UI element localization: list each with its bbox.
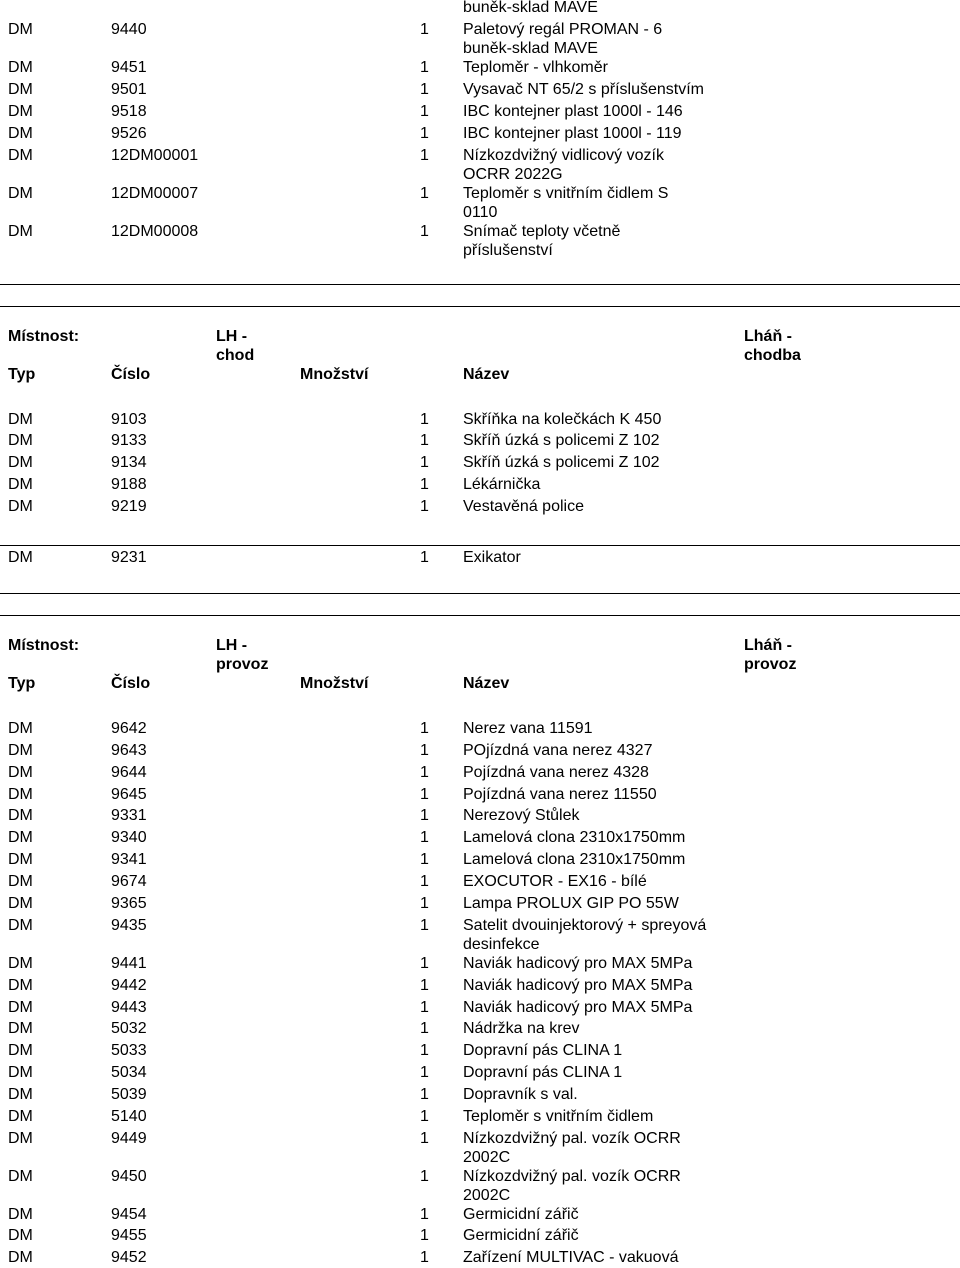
item-number: 12DM00007 (111, 185, 199, 202)
item-quantity: 1 (420, 81, 429, 98)
item-name: Teploměr s vnitřním čidlem (463, 1108, 654, 1125)
table-row (0, 1041, 960, 1061)
item-quantity: 1 (420, 1020, 429, 1037)
table-row (0, 741, 960, 761)
table-row (0, 1063, 960, 1083)
item-name: Skříň úzká s policemi Z 102 (463, 432, 660, 449)
item-name: POjízdná vana nerez 4327 (463, 742, 653, 759)
table-row (0, 548, 960, 568)
item-name: Exikator (463, 549, 521, 566)
item-name: Nerezový Stůlek (463, 807, 580, 824)
table-row (0, 102, 960, 122)
item-quantity: 1 (420, 851, 429, 868)
table-row (0, 976, 960, 996)
item-name: Snímač teploty včetně (463, 223, 621, 240)
item-number: 9231 (111, 549, 147, 566)
item-name: Zařízení MULTIVAC - vakuová (463, 1249, 679, 1266)
item-name: Dopravní pás CLINA 1 (463, 1042, 623, 1059)
item-number: 9644 (111, 764, 147, 781)
item-number: 9455 (111, 1227, 147, 1244)
item-number: 5039 (111, 1086, 147, 1103)
table-row (0, 0, 960, 18)
column-header-type: Typ (8, 366, 36, 383)
item-number: 9441 (111, 955, 147, 972)
item-quantity: 1 (420, 411, 429, 428)
item-type: DM (8, 977, 33, 994)
item-quantity: 1 (420, 549, 429, 566)
item-type: DM (8, 1168, 33, 1185)
column-header-name: Název (463, 366, 510, 383)
item-type: DM (8, 103, 33, 120)
table-row (0, 1205, 960, 1225)
item-name: Lampa PROLUX GIP PO 55W (463, 895, 679, 912)
section-divider (0, 284, 960, 285)
table-row (0, 1129, 960, 1149)
item-type: DM (8, 476, 33, 493)
item-number: 9501 (111, 81, 147, 98)
item-name: Skříňka na kolečkách K 450 (463, 411, 662, 428)
table-row (0, 916, 960, 936)
table-row (0, 785, 960, 805)
item-type: DM (8, 1064, 33, 1081)
item-quantity: 1 (420, 955, 429, 972)
column-header-name: Název (463, 675, 510, 692)
item-type: DM (8, 895, 33, 912)
item-name: Lamelová clona 2310x1750mm (463, 829, 686, 846)
item-name: Nízkozdvižný pal. vozík OCRR (463, 1168, 681, 1185)
room-code-value: chod (216, 347, 255, 364)
item-quantity: 1 (420, 873, 429, 890)
table-row (0, 998, 960, 1018)
item-quantity: 1 (420, 807, 429, 824)
item-number: 12DM00008 (111, 223, 199, 240)
item-type: DM (8, 411, 33, 428)
item-number: 9340 (111, 829, 147, 846)
item-name: Dopravník s val. (463, 1086, 578, 1103)
item-name: Naviák hadicový pro MAX 5MPa (463, 977, 693, 994)
section-divider (0, 593, 960, 594)
item-type: DM (8, 21, 33, 38)
item-type: DM (8, 851, 33, 868)
item-name: buněk-sklad MAVE (463, 40, 598, 57)
item-name: Pojízdná vana nerez 11550 (463, 786, 657, 803)
table-row (0, 80, 960, 100)
item-type: DM (8, 498, 33, 515)
table-row (0, 20, 960, 40)
item-name: 0110 (463, 204, 498, 221)
item-quantity: 1 (420, 1249, 429, 1266)
column-header-quantity: Množství (300, 675, 369, 692)
item-type: DM (8, 1206, 33, 1223)
item-name: Naviák hadicový pro MAX 5MPa (463, 999, 693, 1016)
item-quantity: 1 (420, 476, 429, 493)
item-number: 9643 (111, 742, 147, 759)
item-quantity: 1 (420, 829, 429, 846)
column-header-quantity: Množství (300, 366, 369, 383)
item-quantity: 1 (420, 147, 429, 164)
table-row (0, 497, 960, 517)
item-number: 9449 (111, 1130, 147, 1147)
column-header-number: Číslo (111, 675, 151, 692)
table-row (0, 954, 960, 974)
item-type: DM (8, 454, 33, 471)
item-type: DM (8, 786, 33, 803)
column-header-type: Typ (8, 675, 36, 692)
item-name: Vestavěná police (463, 498, 584, 515)
table-row (0, 1085, 960, 1105)
table-row (0, 453, 960, 473)
item-quantity: 1 (420, 59, 429, 76)
table-row (0, 58, 960, 78)
table-row (0, 241, 960, 261)
item-quantity: 1 (420, 1042, 429, 1059)
table-row (0, 1107, 960, 1127)
item-number: 9219 (111, 498, 147, 515)
item-name: Pojízdná vana nerez 4328 (463, 764, 649, 781)
item-quantity: 1 (420, 103, 429, 120)
item-name: OCRR 2022G (463, 166, 563, 183)
section-divider (0, 306, 960, 307)
item-name: Lékárnička (463, 476, 541, 493)
item-quantity: 1 (420, 786, 429, 803)
table-row (0, 763, 960, 783)
table-row (0, 475, 960, 495)
room-label: Místnost: (8, 328, 80, 345)
table-row (0, 410, 960, 430)
item-name: Lamelová clona 2310x1750mm (463, 851, 686, 868)
item-name: Dopravní pás CLINA 1 (463, 1064, 623, 1081)
item-quantity: 1 (420, 125, 429, 142)
item-quantity: 1 (420, 1064, 429, 1081)
item-number: 9440 (111, 21, 147, 38)
item-number: 9451 (111, 59, 147, 76)
room-code-label: LH - (216, 637, 248, 654)
item-quantity: 1 (420, 742, 429, 759)
table-row (0, 935, 960, 955)
item-number: 9450 (111, 1168, 147, 1185)
item-number: 5140 (111, 1108, 147, 1125)
table-row (0, 1019, 960, 1039)
table-row (0, 828, 960, 848)
item-number: 9103 (111, 411, 147, 428)
column-header-number: Číslo (111, 366, 151, 383)
item-type: DM (8, 223, 33, 240)
item-quantity: 1 (420, 1086, 429, 1103)
item-quantity: 1 (420, 1130, 429, 1147)
item-type: DM (8, 764, 33, 781)
item-quantity: 1 (420, 498, 429, 515)
room-label: Místnost: (8, 637, 80, 654)
table-row (0, 165, 960, 185)
table-row (0, 1186, 960, 1206)
item-type: DM (8, 742, 33, 759)
item-name: Paletový regál PROMAN - 6 (463, 21, 663, 38)
item-quantity: 1 (420, 21, 429, 38)
room-name-value: chodba (744, 347, 801, 364)
item-number: 9442 (111, 977, 147, 994)
room-code-label: LH - (216, 328, 248, 345)
item-type: DM (8, 125, 33, 142)
item-type: DM (8, 147, 33, 164)
item-number: 9526 (111, 125, 147, 142)
item-type: DM (8, 955, 33, 972)
item-type: DM (8, 59, 33, 76)
item-quantity: 1 (420, 185, 429, 202)
item-number: 9341 (111, 851, 147, 868)
item-type: DM (8, 873, 33, 890)
item-quantity: 1 (420, 432, 429, 449)
item-type: DM (8, 1227, 33, 1244)
item-name: 2002C (463, 1149, 511, 1166)
item-number: 5034 (111, 1064, 147, 1081)
item-type: DM (8, 185, 33, 202)
item-number: 5032 (111, 1020, 147, 1037)
item-number: 9188 (111, 476, 147, 493)
item-type: DM (8, 1086, 33, 1103)
item-type: DM (8, 1020, 33, 1037)
item-number: 9331 (111, 807, 147, 824)
item-name: Teploměr - vlhkoměr (463, 59, 608, 76)
table-row (0, 39, 960, 59)
item-type: DM (8, 829, 33, 846)
table-row (0, 184, 960, 204)
item-name: Satelit dvouinjektorový + spreyová (463, 917, 707, 934)
item-number: 9674 (111, 873, 147, 890)
item-name: příslušenství (463, 242, 553, 259)
item-name: Teploměr s vnitřním čidlem S (463, 185, 669, 202)
item-type: DM (8, 807, 33, 824)
item-name: IBC kontejner plast 1000l - 146 (463, 103, 683, 120)
item-quantity: 1 (420, 1227, 429, 1244)
item-number: 5033 (111, 1042, 147, 1059)
item-type: DM (8, 81, 33, 98)
item-quantity: 1 (420, 454, 429, 471)
item-number: 9133 (111, 432, 147, 449)
item-number: 9452 (111, 1249, 147, 1266)
item-name: Germicidní zářič (463, 1227, 579, 1244)
item-type: DM (8, 432, 33, 449)
item-type: DM (8, 917, 33, 934)
table-row (0, 1148, 960, 1168)
table-row (0, 431, 960, 451)
item-number: 9443 (111, 999, 147, 1016)
table-row (0, 872, 960, 892)
room-code-value: provoz (216, 656, 269, 673)
item-quantity: 1 (420, 895, 429, 912)
item-quantity: 1 (420, 1206, 429, 1223)
item-type: DM (8, 1108, 33, 1125)
table-row (0, 894, 960, 914)
item-name: Germicidní zářič (463, 1206, 579, 1223)
item-name: IBC kontejner plast 1000l - 119 (463, 125, 682, 142)
item-type: DM (8, 549, 33, 566)
item-name: desinfekce (463, 936, 540, 953)
table-row (0, 1248, 960, 1268)
item-number: 9365 (111, 895, 147, 912)
item-number: 9134 (111, 454, 147, 471)
item-type: DM (8, 1249, 33, 1266)
table-row (0, 124, 960, 144)
item-quantity: 1 (420, 764, 429, 781)
table-row (0, 1226, 960, 1246)
room-name-label: Lháň - (744, 328, 792, 345)
table-row (0, 146, 960, 166)
table-row (0, 222, 960, 242)
item-quantity: 1 (420, 917, 429, 934)
item-quantity: 1 (420, 1108, 429, 1125)
table-row (0, 1167, 960, 1187)
item-name: Nádržka na krev (463, 1020, 580, 1037)
item-name: EXOCUTOR - EX16 - bílé (463, 873, 647, 890)
item-number: 9435 (111, 917, 147, 934)
table-row (0, 850, 960, 870)
item-type: DM (8, 720, 33, 737)
item-quantity: 1 (420, 977, 429, 994)
item-type: DM (8, 1042, 33, 1059)
item-number: 12DM00001 (111, 147, 199, 164)
item-name: Nízkozdvižný pal. vozík OCRR (463, 1130, 681, 1147)
table-row (0, 719, 960, 739)
item-type: DM (8, 1130, 33, 1147)
section-divider (0, 545, 960, 546)
item-name: buněk-sklad MAVE (463, 0, 598, 16)
item-name: Skříň úzká s policemi Z 102 (463, 454, 660, 471)
item-name: 2002C (463, 1187, 511, 1204)
item-name: Naviák hadicový pro MAX 5MPa (463, 955, 693, 972)
table-row (0, 203, 960, 223)
item-quantity: 1 (420, 999, 429, 1016)
item-quantity: 1 (420, 223, 429, 240)
item-name: Nízkozdvižný vidlicový vozík (463, 147, 664, 164)
item-name: Vysavač NT 65/2 s příslušenstvím (463, 81, 704, 98)
item-name: Nerez vana 11591 (463, 720, 593, 737)
table-row (0, 806, 960, 826)
item-type: DM (8, 999, 33, 1016)
item-quantity: 1 (420, 1168, 429, 1185)
item-number: 9518 (111, 103, 147, 120)
item-number: 9642 (111, 720, 147, 737)
item-quantity: 1 (420, 720, 429, 737)
item-number: 9645 (111, 786, 147, 803)
section-divider (0, 615, 960, 616)
item-number: 9454 (111, 1206, 147, 1223)
room-name-value: provoz (744, 656, 797, 673)
room-name-label: Lháň - (744, 637, 792, 654)
